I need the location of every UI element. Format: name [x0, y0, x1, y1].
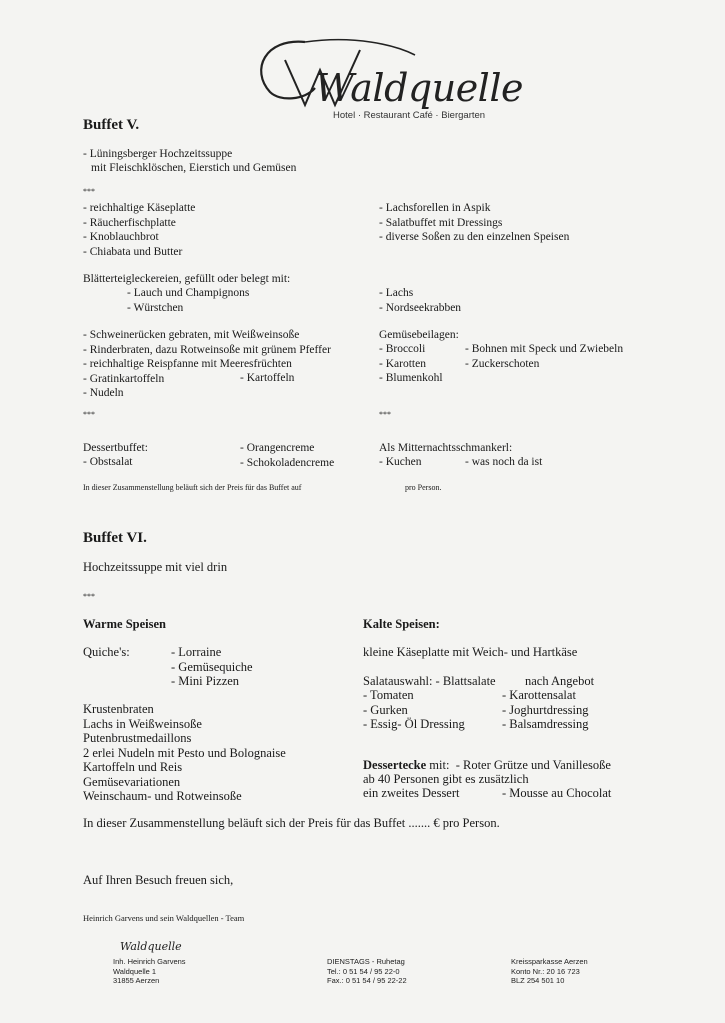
list-item: - Gemüsequiche — [171, 659, 253, 674]
buffet5-dessert-mid — [240, 441, 334, 470]
separator: *** — [379, 410, 391, 419]
buffet5-left-list — [83, 201, 195, 259]
buffet6-dessert-line3: ein zweites Dessert — [363, 786, 460, 800]
list-item: - Lauch und Champignons — [127, 287, 250, 299]
list-item: - Nudeln — [83, 387, 124, 399]
separator: *** — [83, 410, 95, 419]
buffet5-midnight-left: - Kuchen — [379, 456, 422, 468]
logo — [245, 30, 535, 125]
list-item: Gemüsevariationen — [83, 774, 181, 789]
buffet5-title: Buffet V. — [83, 117, 140, 133]
list-item: - diverse Soßen zu den einzelnen Speisen — [379, 231, 570, 243]
list-item: Putenbrustmedaillons — [83, 731, 192, 745]
list-item: - Salatbuffet mit Dressings — [379, 216, 503, 229]
buffet6-salad-intro: Salatauswahl: - Blattsalate — [363, 674, 496, 688]
buffet5-veg-left — [379, 342, 443, 386]
buffet5-midnight-title: Als Mitternachtsschmankerl: — [379, 442, 513, 454]
buffet5-potatoes: - Kartoffeln — [240, 372, 295, 384]
buffet6-warm-title: Warme Speisen — [83, 617, 166, 631]
list-item: - Karottensalat — [502, 688, 576, 702]
footer-col-address — [113, 957, 186, 986]
list-item: - Würstchen — [127, 301, 184, 314]
buffet6-cold-cheese: kleine Käseplatte mit Weich- und Hartkäse — [363, 645, 578, 659]
list-item: Krustenbraten — [83, 702, 154, 716]
buffet6-cold-title: Kalte Speisen: — [363, 617, 440, 631]
list-item: - reichhaltige Käseplatte — [83, 202, 196, 214]
footer-line: Konto Nr.: 20 16 723 — [511, 966, 580, 976]
logo-name: Waldquelle — [315, 66, 523, 110]
footer-col-bank — [511, 957, 588, 986]
list-item: - Nordseekrabben — [379, 301, 462, 314]
list-item: - Lorraine — [171, 645, 222, 659]
list-item: - Balsamdressing — [502, 717, 589, 731]
buffet5-dessert-left: - Obstsalat — [83, 456, 133, 468]
buffet6-soup: Hochzeitssuppe mit viel drin — [83, 560, 228, 574]
footer-line: Inh. Heinrich Garvens — [113, 957, 186, 966]
buffet6-salad-intro-right: nach Angebot — [525, 674, 595, 688]
list-item: - Karotten — [379, 357, 426, 370]
list-item: - Schokoladencreme — [240, 456, 335, 469]
footer-line: Kreissparkasse Aerzen — [511, 957, 588, 966]
buffet5-veg-right — [465, 342, 623, 371]
buffet5-right-list — [379, 201, 569, 245]
list-item: - Tomaten — [363, 688, 414, 702]
list-item: - Orangencreme — [240, 442, 315, 454]
buffet6-dessert-line3-right: - Mousse au Chocolat — [502, 786, 612, 800]
buffet5-veg-title: Gemüsebeilagen: — [379, 329, 459, 341]
list-item: - reichhaltige Reispfanne mit Meeresfrüchten — [83, 358, 292, 370]
dessert-label: Dessertecke — [363, 758, 427, 772]
buffet6-quiche-items — [171, 645, 253, 689]
list-item: Weinschaum- und Rotweinsoße — [83, 789, 242, 803]
list-item: Kartoffeln und Reis — [83, 760, 183, 774]
logo-tagline: Hotel · Restaurant Café · Biergarten — [333, 110, 486, 121]
separator: *** — [83, 592, 95, 601]
separator: *** — [83, 187, 95, 196]
buffet6-salad-right — [502, 688, 588, 732]
buffet5-soup-line2: mit Fleischklöschen, Eierstich und Gemüsen — [91, 162, 297, 174]
footer-line: Waldquelle 1 — [113, 966, 157, 976]
buffet5-price-note: In dieser Zusammenstellung beläuft sich der Preis für das Buffet auf — [83, 483, 302, 492]
buffet6-dessert-line2: ab 40 Personen gibt es zusätzlich — [363, 772, 529, 786]
list-item: - Mini Pizzen — [171, 674, 240, 688]
buffet5-pastry-left — [127, 286, 249, 315]
list-item: Lachs in Weißweinsoße — [83, 716, 202, 731]
buffet5-pastry-right — [379, 286, 461, 315]
buffet5-pastry-intro: Blätterteigleckereien, gefüllt oder belegt mit: — [83, 273, 291, 285]
list-item: - Lachsforellen in Aspik — [379, 202, 491, 214]
footer-line: 31855 Aerzen — [113, 976, 160, 985]
buffet6-price-note: In dieser Zusammenstellung beläuft sich der Preis für das Buffet ....... € pro Person. — [83, 816, 500, 830]
closing-signature: Heinrich Garvens und sein Waldquellen - Team — [83, 913, 245, 923]
list-item: - Blumenkohl — [379, 372, 443, 384]
buffet6-title: Buffet VI. — [83, 530, 147, 546]
buffet6-warm-list — [83, 702, 286, 804]
footer-col-contact — [327, 957, 407, 986]
list-item: - Räucherfischplatte — [83, 216, 176, 229]
buffet6-salad-left — [363, 688, 465, 732]
list-item: - Essig- Öl Dressing — [363, 717, 465, 731]
footer-line: Tel.: 0 51 54 / 95 22-0 — [327, 966, 400, 976]
dessert-line1-rest: mit: - Roter Grütze und Vanillesoße — [426, 758, 611, 772]
footer-mini-logo: Waldquelle — [120, 940, 182, 953]
list-item: - Chiabata und Butter — [83, 245, 183, 258]
footer-line: Fax.: 0 51 54 / 95 22-22 — [327, 976, 407, 985]
list-item: - Rinderbraten, dazu Rotweinsoße mit grünem Pfeffer — [83, 343, 331, 356]
footer-line: DIENSTAGS - Ruhetag — [327, 957, 405, 966]
closing-greeting: Auf Ihren Besuch freuen sich, — [83, 873, 234, 887]
list-item: - Bohnen mit Speck und Zwiebeln — [465, 343, 624, 355]
buffet5-soup-line1: - Lüningsberger Hochzeitssuppe — [83, 148, 233, 160]
list-item: - Zuckerschoten — [465, 357, 540, 370]
list-item: - Knoblauchbrot — [83, 231, 159, 243]
footer-line: BLZ 254 501 10 — [511, 976, 565, 985]
buffet5-midnight-right: - was noch da ist — [465, 456, 543, 468]
list-item: - Lachs — [379, 287, 414, 299]
buffet6-quiche-label: Quiche's: — [83, 645, 130, 659]
list-item: 2 erlei Nudeln mit Pesto und Bolognaise — [83, 745, 286, 760]
list-item: - Gurken — [363, 702, 408, 717]
list-item: - Schweinerücken gebraten, mit Weißweinsoße — [83, 329, 300, 341]
list-item: - Broccoli — [379, 343, 426, 355]
buffet6-dessert-line1 — [363, 758, 611, 773]
buffet5-price-note-end: pro Person. — [405, 483, 442, 492]
list-item: - Joghurtdressing — [502, 702, 589, 717]
buffet5-dessert-title: Dessertbuffet: — [83, 442, 148, 454]
list-item: - Gratinkartoffeln — [83, 372, 165, 385]
buffet5-main-list — [83, 328, 331, 401]
